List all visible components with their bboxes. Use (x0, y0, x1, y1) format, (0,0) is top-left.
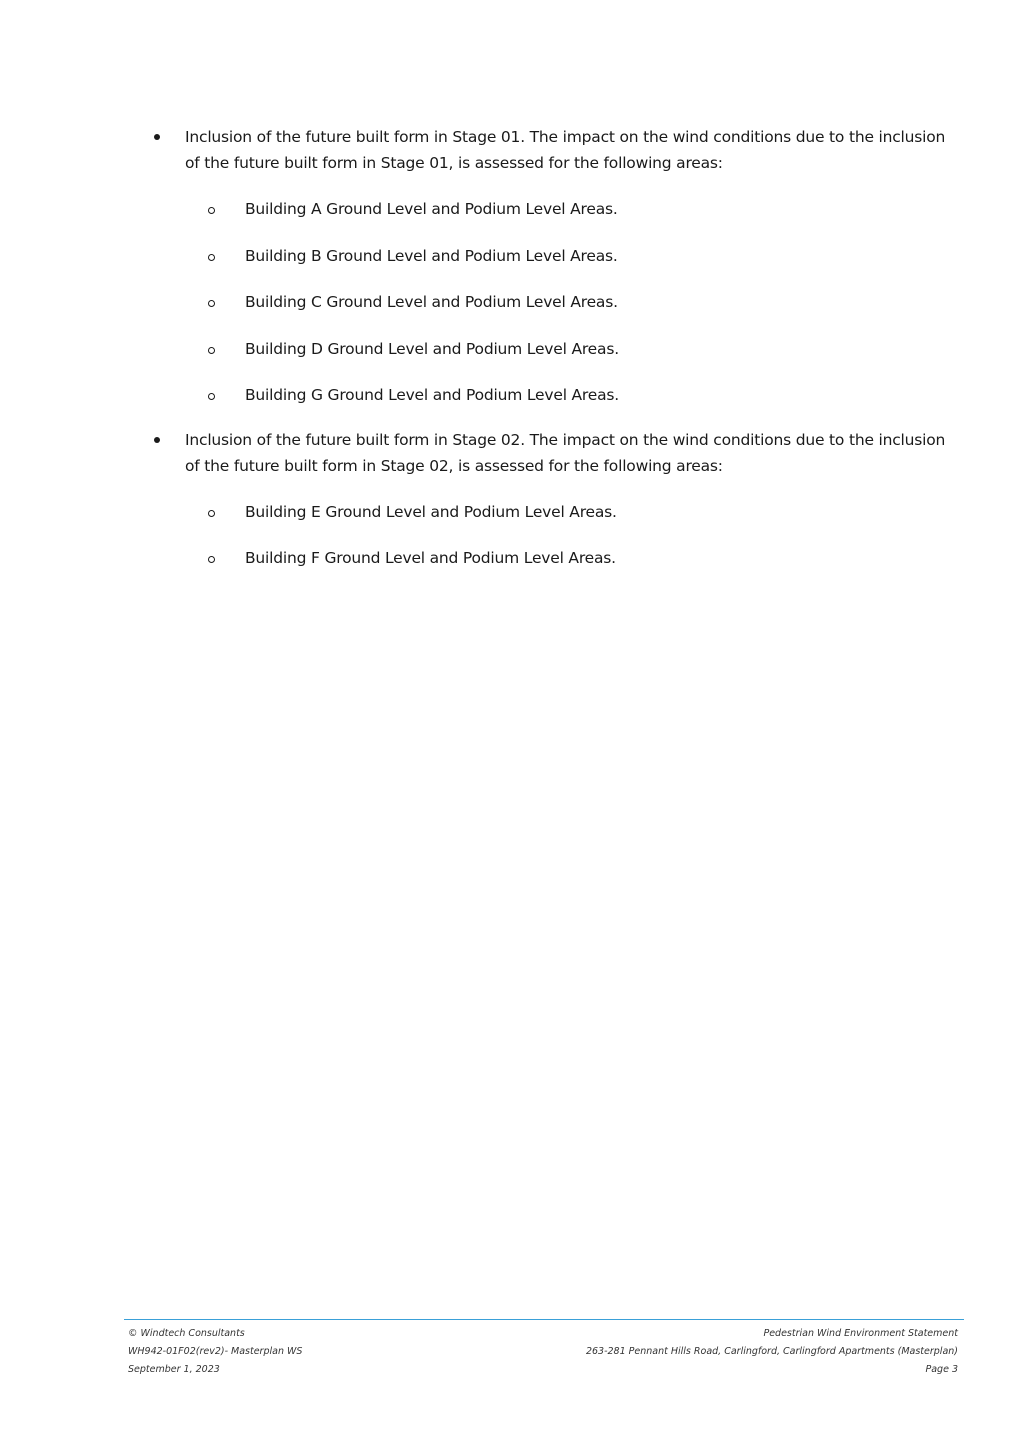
sub-list-item (150, 243, 950, 269)
circle-bullet-icon (208, 393, 215, 400)
footer-address: 263-281 Pennant Hills Road, Carlingford, Carlingford Apartments (Masterplan) (585, 1346, 958, 1357)
sub-list-item (150, 336, 950, 362)
footer-doc-title: Pedestrian Wind Environment Statement (763, 1328, 958, 1339)
page-body (150, 124, 950, 592)
bullet-icon (154, 134, 160, 140)
bullet-item-stage-01 (150, 124, 950, 408)
sub-list-stage-01 (150, 196, 950, 408)
bullet-row (150, 427, 950, 479)
circle-bullet-icon (208, 347, 215, 354)
bullet-text: Inclusion of the future built form in Stage 01. The impact on the wind conditions due to the inclusion of the future built form in Stage 01, is assessed for the following areas: (185, 128, 946, 172)
sub-list-item (150, 196, 950, 222)
footer-doc-ref: WH942-01F02(rev2)- Masterplan WS (128, 1346, 303, 1357)
sub-item-text: Building B Ground Level and Podium Level Areas. (245, 246, 618, 265)
circle-bullet-icon (208, 300, 215, 307)
circle-bullet-icon (208, 510, 215, 517)
sub-item-text: Building D Ground Level and Podium Level Areas. (245, 339, 619, 358)
footer-page-number: Page 3 (925, 1364, 958, 1375)
circle-bullet-icon (208, 207, 215, 214)
sub-list-item (150, 289, 950, 315)
footer-left (128, 1325, 302, 1379)
sub-item-text: Building G Ground Level and Podium Level Areas. (245, 386, 619, 404)
circle-bullet-icon (208, 254, 215, 261)
sub-item-text: Building A Ground Level and Podium Level Areas. (245, 200, 618, 218)
sub-item-text: Building C Ground Level and Podium Level Areas. (245, 293, 618, 311)
sub-list-stage-02 (150, 499, 950, 572)
sub-list-item (150, 499, 950, 525)
circle-bullet-icon (208, 556, 215, 563)
sub-item-text: Building E Ground Level and Podium Level Areas. (245, 502, 617, 521)
sub-list-item (150, 382, 950, 408)
footer-right (586, 1325, 958, 1379)
bullet-icon (154, 437, 160, 443)
sub-item-text: Building F Ground Level and Podium Level Areas. (245, 549, 616, 567)
footer-copyright: © Windtech Consultants (128, 1328, 245, 1339)
sub-list-item (150, 545, 950, 571)
footer-divider (124, 1319, 964, 1320)
bullet-row (150, 124, 950, 176)
bullet-item-stage-02 (150, 427, 950, 572)
footer-date: September 1, 2023 (128, 1364, 220, 1375)
bullet-text: Inclusion of the future built form in Stage 02. The impact on the wind conditions due to the inclusion of the future built form in Stage 02, is assessed for the following areas: (185, 430, 946, 475)
